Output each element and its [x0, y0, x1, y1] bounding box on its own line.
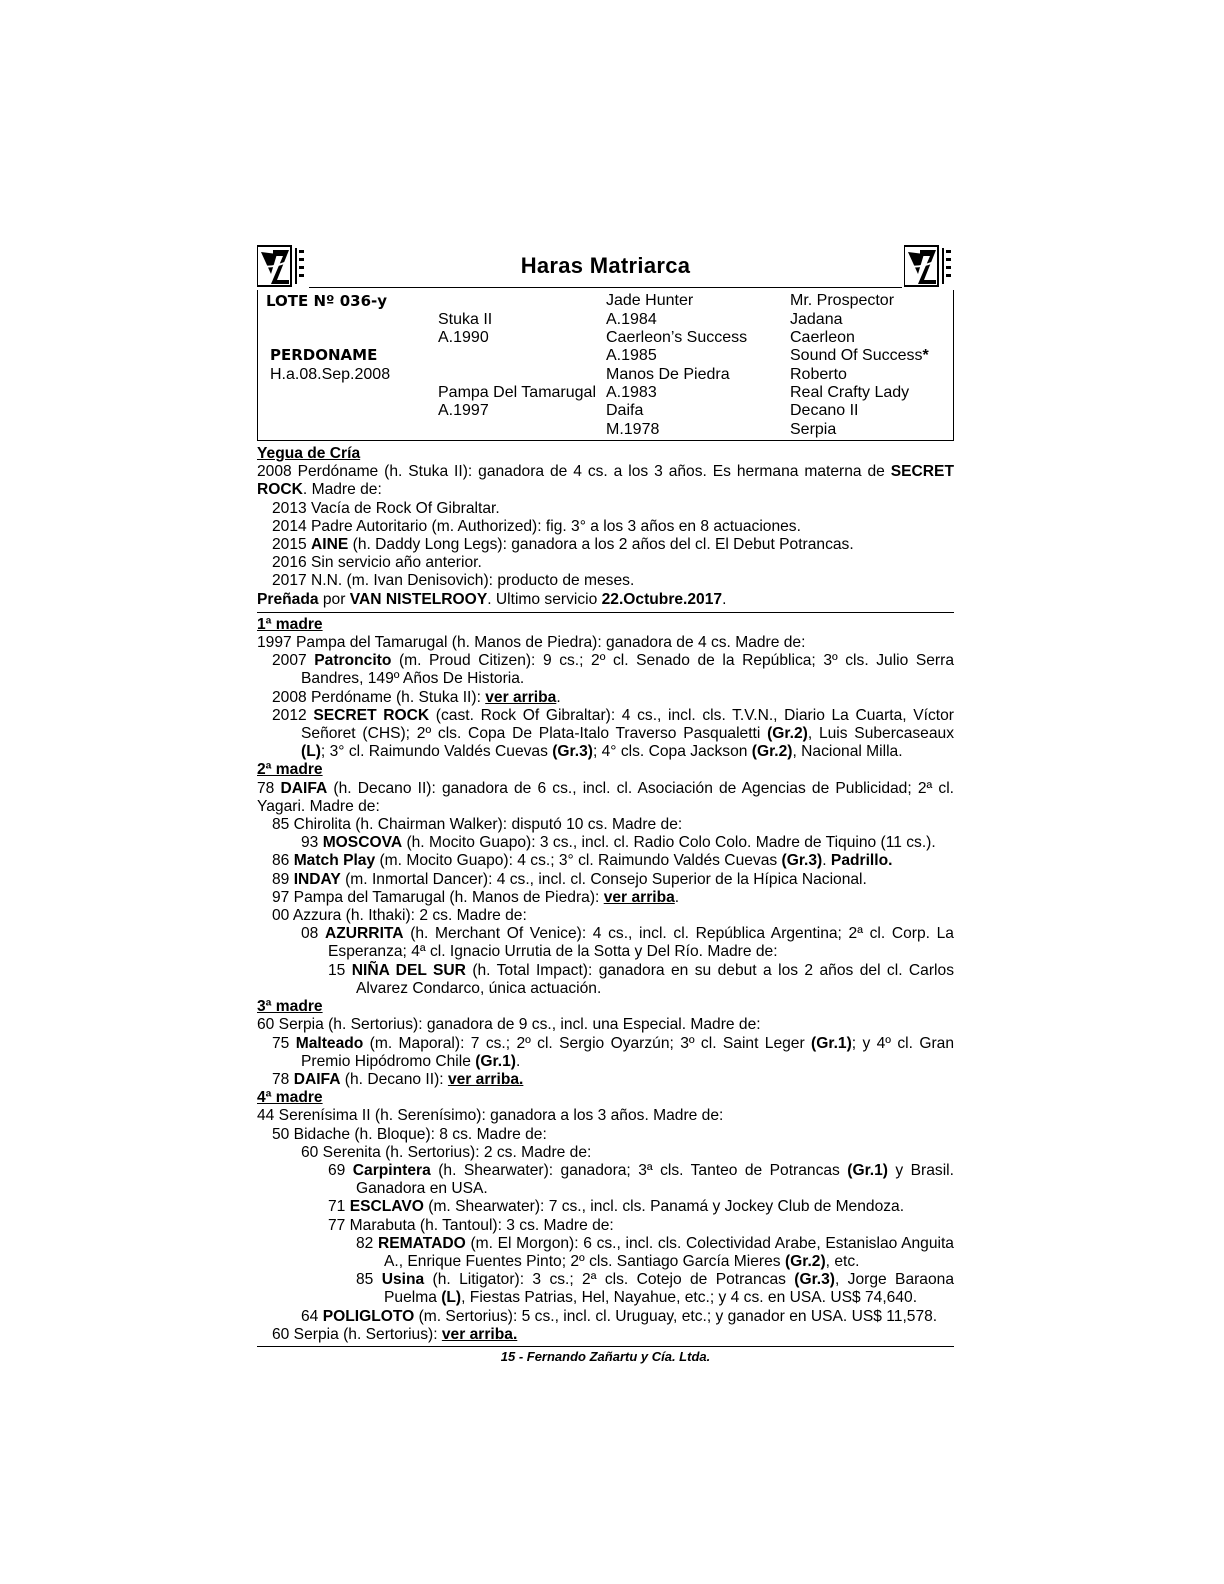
record-line: 93 MOSCOVA (h. Mocito Guapo): 3 cs., incl. cl. Radio Colo Colo. Madre de Tiquino (11 cs.). [301, 834, 936, 852]
great-grandparent: Decano II [790, 402, 859, 419]
section-title: 4ª madre [257, 1089, 323, 1107]
record-line: 44 Serenísima II (h. Serenísimo): ganadora a los 3 años. Madre de: [257, 1107, 724, 1125]
record-line: 2017 N.N. (m. Ivan Denisovich): producto de meses. [272, 572, 635, 590]
page-footer: 15 - Fernando Zañartu y Cía. Ltda. [500, 1348, 711, 1364]
record-line: 2016 Sin servicio año anterior. [272, 554, 482, 572]
record-line: 2014 Padre Autoritario (m. Authorized): fig. 3° a los 3 años en 8 actuaciones. [272, 517, 801, 535]
grandparent-year: A.1983 [606, 384, 657, 401]
record-line: 60 Serpia (h. Sertorius): ver arriba. [272, 1325, 518, 1343]
dam-year: A.1997 [438, 402, 489, 419]
grandparent-year: A.1984 [606, 311, 657, 328]
great-grandparent: Real Crafty Lady [790, 384, 910, 401]
record-line: 97 Pampa del Tamarugal (h. Manos de Piedra): ver arriba. [272, 888, 680, 906]
record-line: 15 NIÑA DEL SUR (h. Total Impact): ganadora en su debut a los 2 años del cl. Carlos Alvarez Condarco, única actuación. [328, 961, 954, 997]
record-line: 2007 Patroncito (m. Proud Citizen): 9 cs.; 2º cl. Senado de la República; 3º cls. Julio Serra Bandres, 149º Años De Historia. [272, 652, 954, 688]
section-title: 1ª madre [257, 615, 323, 633]
record-line: 08 AZURRITA (h. Merchant Of Venice): 4 cs., incl. cl. República Argentina; 2ª cl. Corp. La Esperanza; 4ª cl. Ignacio Urrutia de la Sotta y Del Río. Madre de: [301, 925, 954, 961]
grandparent-year: A.1985 [606, 347, 657, 364]
grandparent-name: Manos De Piedra [606, 366, 730, 383]
sire-year: A.1990 [438, 329, 489, 346]
record-line: 71 ESCLAVO (m. Shearwater): 7 cs., incl. cls. Panamá y Jockey Club de Mendoza. [328, 1198, 905, 1216]
record-line: 78 DAIFA (h. Decano II): ver arriba. [272, 1070, 524, 1088]
section-title: 2ª madre [257, 761, 323, 779]
header-rule [309, 287, 902, 288]
record-line: 2015 AINE (h. Daddy Long Legs): ganadora a los 2 años del cl. El Debut Potrancas. [272, 536, 854, 554]
record-line: 60 Serenita (h. Sertorius): 2 cs. Madre de: [301, 1143, 592, 1161]
horse-name: PERDONAME [270, 346, 378, 364]
imported-star: * [922, 347, 929, 364]
grandparent-year: M.1978 [606, 421, 660, 438]
record-line: 2013 Vacía de Rock Of Gibraltar. [272, 499, 500, 517]
great-grandparent: Roberto [790, 366, 847, 383]
grandparent-name: Caerleon’s Success [606, 329, 748, 346]
footer-rule [257, 1346, 954, 1347]
great-grandparent: Serpia [790, 421, 837, 438]
record-line: 69 Carpintera (h. Shearwater): ganadora; 3ª cls. Tanteo de Potrancas (Gr.1) y Brasil. Ganadora en USA. [328, 1161, 954, 1198]
record-line: 1997 Pampa del Tamarugal (h. Manos de Piedra): ganadora de 4 cs. Madre de: [257, 634, 806, 652]
record-line: 64 POLIGLOTO (m. Sertorius): 5 cs., incl. cl. Uruguay, etc.; y ganador en USA. US$ 11,578. [301, 1307, 938, 1325]
great-grandparent: Caerleon [790, 329, 855, 346]
record-line: 78 DAIFA (h. Decano II): ganadora de 6 cs., incl. cl. Asociación de Agencias de Publicidad; 2ª cl. Yagari. Madre de: [257, 779, 955, 815]
great-grandparent: Jadana [790, 311, 843, 328]
record-line: 86 Match Play (m. Mocito Guapo): 4 cs.; 3° cl. Raimundo Valdés Cuevas (Gr.3). Padrillo. [272, 852, 893, 870]
sire-name: Stuka II [438, 311, 493, 328]
haras-logo-icon [904, 244, 954, 288]
record-line: 85 Usina (h. Litigator): 3 cs.; 2ª cls. Cotejo de Potrancas (Gr.3), Jorge Baraona Puelma (L), Fiestas Patrias, Hel, Nayahue, etc.; y 4 cs. en USA. US$ 74,640. [356, 1271, 954, 1307]
birth-date: H.a.08.Sep.2008 [270, 366, 391, 383]
lot-number: LOTE Nº 036-y [266, 292, 388, 310]
page-title: Haras Matriarca [520, 253, 691, 278]
record-line: 60 Serpia (h. Sertorius): ganadora de 9 cs., incl. una Especial. Madre de: [257, 1016, 761, 1034]
record-line: Preñada por VAN NISTELROOY. Ultimo servicio 22.Octubre.2017. [257, 590, 727, 608]
dam-name: Pampa Del Tamarugal [438, 384, 597, 401]
great-grandparent-cell [790, 347, 929, 365]
record-line: 50 Bidache (h. Bloque): 8 cs. Madre de: [272, 1125, 547, 1143]
page-header [257, 240, 954, 290]
section-divider [257, 612, 954, 613]
grandparent-name: Jade Hunter [606, 292, 694, 309]
produce-record [257, 445, 954, 1344]
record-line: 2012 SECRET ROCK (cast. Rock Of Gibraltar): 4 cs., incl. cls. T.V.N., Diario La Cuarta, Víctor Señoret (CHS); 2º cls. Copa De Plata-Italo Traverso Pasqualetti (Gr.2), Luis Subercaseaux (L); 3° cl. Raimundo Valdés Cuevas (Gr.3); 4° cls. Copa Jackson (Gr.2), Nacional Milla. [272, 706, 954, 761]
section-title: Yegua de Cría [257, 445, 361, 462]
pedigree-table [257, 290, 954, 441]
record-line: 2008 Perdóname (h. Stuka II): ver arriba. [272, 688, 561, 706]
great-grandparent: Sound Of Success [790, 347, 923, 364]
record-line: 89 INDAY (m. Inmortal Dancer): 4 cs., incl. cl. Consejo Superior de la Hípica Nacional. [272, 870, 867, 888]
record-line: 75 Malteado (m. Maporal): 7 cs.; 2º cl. Sergio Oyarzún; 3º cl. Saint Leger (Gr.1); y 4º cl. Gran Premio Hipódromo Chile (Gr.1). [272, 1034, 954, 1070]
record-line: 2008 Perdóname (h. Stuka II): ganadora de 4 cs. a los 3 años. Es hermana materna de SECRET ROCK. Madre de: [257, 463, 954, 499]
record-line: 77 Marabuta (h. Tantoul): 3 cs. Madre de: [328, 1216, 614, 1234]
record-line: 82 REMATADO (m. El Morgon): 6 cs., incl. cls. Colectividad Arabe, Estanislao Anguita A., Enrique Fuentes Pinto; 2º cls. Santiago García Mieres (Gr.2), etc. [356, 1234, 954, 1270]
catalog-page [257, 240, 954, 1364]
grandparent-name: Daifa [606, 402, 644, 419]
great-grandparent: Mr. Prospector [790, 292, 895, 309]
section-title: 3ª madre [257, 998, 323, 1016]
record-line: 85 Chirolita (h. Chairman Walker): disputó 10 cs. Madre de: [272, 816, 683, 834]
record-line: 00 Azzura (h. Ithaki): 2 cs. Madre de: [272, 907, 527, 925]
